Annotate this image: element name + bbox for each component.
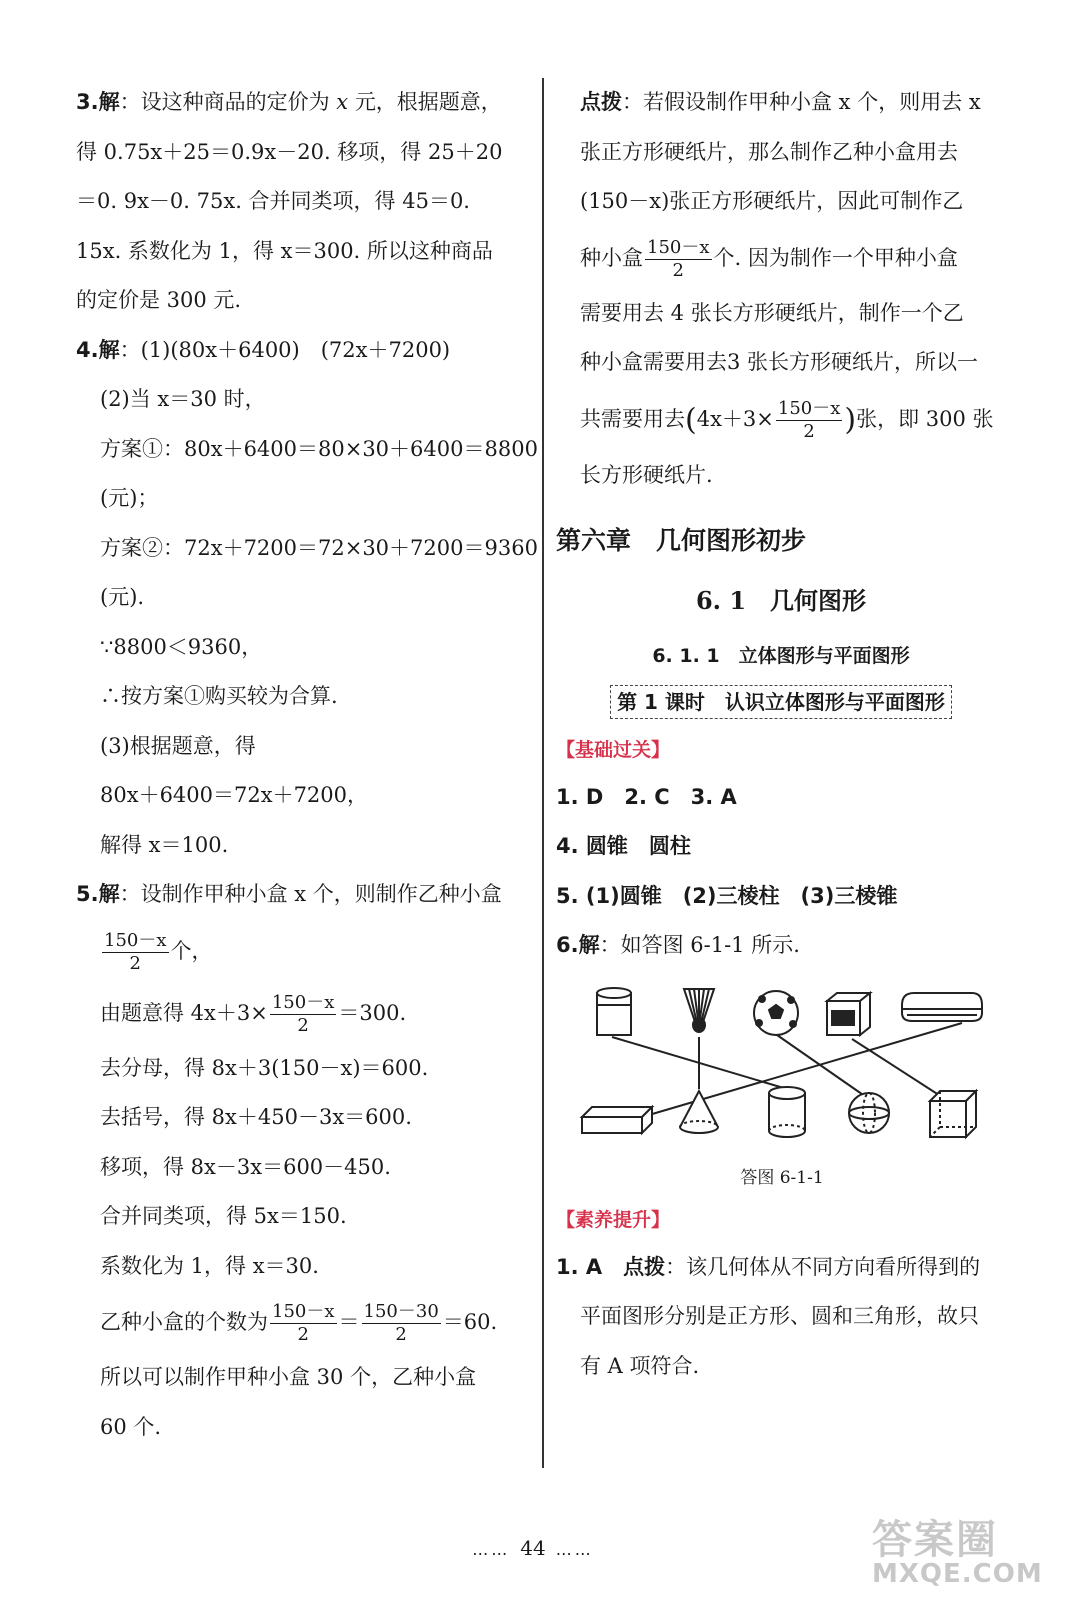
subsection-title: 6. 1. 1 立体图形与平面图形 [652, 644, 910, 667]
watermark [872, 1508, 1043, 1589]
chapter-title: 第六章 几何图形初步 [556, 525, 807, 555]
improve-tag: 【素养提升】 [556, 1208, 671, 1231]
fraction-numerator: 150－x [777, 397, 841, 419]
fraction-denominator: 2 [672, 259, 684, 281]
q5-line-6: 移项，得 8x－3x＝600－450. [100, 1154, 391, 1179]
figure-caption: 答图 6-1-1 [740, 1167, 824, 1188]
basic-tag: 【基础过关】 [556, 738, 671, 761]
tip-line-7 [556, 388, 1006, 452]
q5-line-3-text: 由题意得 4x＋3× [100, 1000, 268, 1025]
improve-answer-1 [556, 1243, 1006, 1293]
q4-line-1 [76, 326, 528, 376]
q5-line-2 [76, 920, 528, 982]
q3-line-1 [76, 78, 528, 128]
fraction [776, 398, 843, 443]
fraction-denominator: 2 [297, 1014, 309, 1036]
tip-line-7-text: 共需要用去 [580, 406, 685, 431]
gift-box-icon [827, 993, 870, 1035]
fraction-numerator: 150－x [104, 929, 167, 951]
prism-icon [582, 1107, 652, 1133]
tip-line-4 [556, 227, 1006, 289]
improve-tip-text: ：该几何体从不同方向看所得到的 [665, 1254, 981, 1279]
line-box-to-cube [852, 1039, 942, 1097]
matching-diagram [562, 979, 1002, 1159]
tip-line-6: 种小盒需要用去3 张长方形硬纸片，所以一 [580, 350, 979, 374]
answer-4: 4. 圆锥 圆柱 [556, 834, 691, 858]
soccer-ball-icon [754, 991, 798, 1035]
q4-text: ：(1)(80x＋6400) (72x＋7200) [119, 337, 451, 362]
right-column [556, 78, 1006, 1391]
q4-solution-label: 解 [98, 337, 120, 362]
answer-6-label: 解 [578, 933, 600, 957]
q4-line-11: 解得 x＝100. [100, 832, 229, 857]
improve-answer-1-choice: 1. A [556, 1254, 624, 1279]
improve-line-2: 平面图形分别是正方形、圆和三角形，故只 [580, 1304, 979, 1328]
q5-number: 5. [76, 882, 99, 906]
q3-text-a: ：设这种商品的定价为 [119, 90, 330, 114]
q4-line-8: ∴按方案①购买较为合算. [100, 684, 338, 708]
q5-line-4: 去分母，得 8x＋3(150－x)＝600. [100, 1055, 429, 1080]
fraction [362, 1301, 441, 1346]
q4-line-3: 方案①：80x＋6400＝80×30＋6400＝8800 [100, 436, 538, 461]
q5-line-7: 合并同类项，得 5x＝150. [100, 1204, 347, 1228]
q4-line-9: (3)根据题意，得 [100, 733, 256, 758]
q5-text: ：设制作甲种小盒 x 个，则制作乙种小盒 [119, 882, 502, 906]
tip-line-2: 张正方形硬纸片，那么制作乙种小盒用去 [580, 139, 958, 164]
answer-1-3: 1. D 2. C 3. A [556, 784, 737, 809]
q5-line-3 [76, 982, 528, 1044]
q5-line-9: 乙种小盒的个数为 $\frac{150-x}{2}$ ＝ $\frac{150-30}{2}$ ＝60. [100, 1301, 498, 1345]
fraction [270, 992, 337, 1037]
fraction [102, 930, 169, 975]
figure-6-1-1 [562, 979, 1002, 1188]
shuttlecock-icon [684, 989, 714, 1032]
left-column [76, 78, 538, 1452]
answer-6-number: 6. [556, 933, 579, 957]
tip-line-7-tail: 张，即 300 张 [856, 406, 994, 431]
improve-tip-label: 点拨 [623, 1254, 666, 1279]
answer-6-text: ：如答图 6-1-1 所示. [599, 933, 800, 957]
fraction-numerator: 150－x [271, 991, 335, 1013]
q4-line-6: (元). [100, 585, 145, 609]
q5-line-11: 60 个. [100, 1414, 162, 1439]
q3-line-2: 得 0.75x＋25＝0.9x－20. 移项，得 25＋20 [76, 139, 503, 164]
column-divider [542, 78, 544, 1468]
answer-6 [556, 921, 1006, 971]
tip-line-3: (150－x)张正方形硬纸片，因此可制作乙 [580, 189, 964, 213]
fraction-numerator: 150－x [647, 236, 710, 258]
cylinder-icon [769, 1087, 805, 1137]
q5-line-9-tail: ＝60. [442, 1310, 498, 1334]
pencil-case-icon [902, 993, 982, 1021]
q4-line-4: (元)； [100, 486, 159, 510]
section-title: 6. 1 几何图形 [695, 585, 867, 615]
q4-line-5: 方案②：72x＋7200＝72×30＋7200＝9360 [100, 535, 538, 560]
q5-line-5: 去括号，得 8x＋450－3x＝600. [100, 1105, 412, 1129]
page-number: 44 [520, 1536, 546, 1560]
tip-line-5: 需要用去 4 张长方形硬纸片，制作一个乙 [580, 300, 964, 325]
lesson-box [556, 685, 1006, 719]
q5-line-9-text: 乙种小盒的个数为 [100, 1310, 268, 1334]
lesson-title: 第 1 课时 认识立体图形与平面图形 [610, 685, 952, 719]
improve-line-3: 有 A 项符合. [580, 1353, 700, 1378]
q3-text-b: 元，根据题意， [354, 90, 502, 114]
q5-line-3-tail: ＝300. [338, 1000, 407, 1025]
q5-solution-label: 解 [98, 882, 120, 906]
q4-number: 4. [76, 337, 99, 362]
watermark-logo: 答案圈 [872, 1517, 998, 1563]
tip-text: ：若假设制作甲种小盒 x 个，则用去 x [622, 90, 981, 114]
footer-dots-left: …… [472, 1540, 511, 1559]
tip-line-7-mid: 4x＋3× [696, 406, 774, 431]
can-icon [597, 988, 631, 1035]
fraction-denominator: 2 [803, 420, 815, 442]
answer-5: 5. (1)圆锥 (2)三棱柱 (3)三棱锥 [556, 883, 898, 908]
watermark-url: MXQE.COM [872, 1559, 1043, 1589]
right-paren: ) [844, 402, 857, 437]
q5-line-10: 所以可以制作甲种小盒 30 个，乙种小盒 [100, 1365, 477, 1389]
sphere-icon [849, 1093, 889, 1133]
q3-solution-label: 解 [98, 90, 120, 114]
q3-line-3: ＝0. 9x－0. 75x. 合并同类项，得 45＝0. [76, 189, 470, 213]
fraction-denominator: 2 [395, 1324, 407, 1345]
q4-line-2: (2)当 x＝30 时， [100, 387, 266, 411]
fraction-denominator: 2 [129, 952, 141, 974]
q3-number: 3. [76, 90, 99, 114]
fraction [270, 1301, 337, 1346]
tip-label: 点拨 [580, 90, 622, 114]
fraction-numerator: 150－30 [363, 1301, 439, 1322]
q3-line-4: 15x. 系数化为 1，得 x＝300. 所以这种商品 [76, 238, 493, 263]
cube-icon [930, 1091, 976, 1137]
q5-line-1 [76, 870, 528, 920]
q4-line-7: ∵8800＜9360， [100, 634, 263, 659]
q5-line-8: 系数化为 1，得 x＝30. [100, 1253, 319, 1278]
var-x: x [336, 90, 349, 114]
tip-line-4-tail: 个. 因为制作一个甲种小盒 [713, 245, 958, 270]
footer-dots-right: …… [555, 1540, 594, 1559]
q5-line-2-text: 个， [170, 938, 213, 963]
q4-line-10: 80x＋6400＝72x＋7200， [100, 783, 369, 807]
q3-line-5: 的定价是 300 元. [76, 288, 242, 312]
tip-line-1 [556, 78, 1006, 128]
tip-line-8: 长方形硬纸片. [580, 463, 713, 487]
left-paren: ( [685, 402, 697, 437]
fraction-denominator: 2 [297, 1324, 309, 1345]
fraction-numerator: 150－x [272, 1301, 335, 1322]
tip-line-4-text: 种小盒 [580, 245, 643, 270]
fraction [645, 237, 712, 282]
